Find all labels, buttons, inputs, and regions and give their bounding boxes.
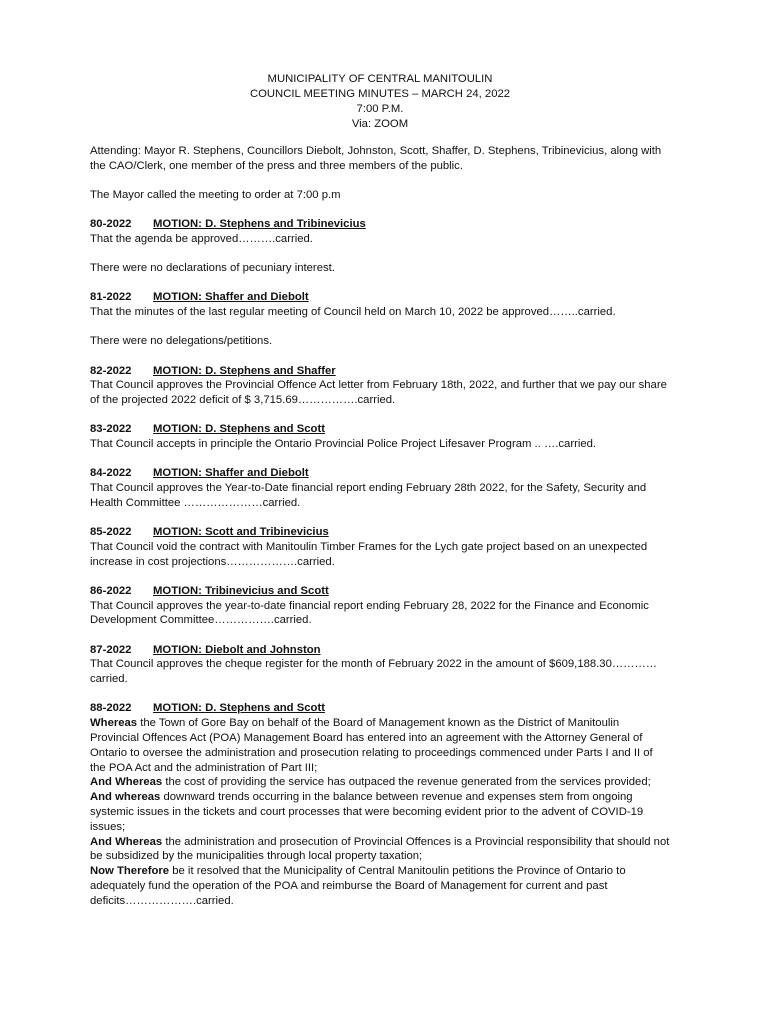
motion-84 (90, 466, 670, 510)
motion-heading (90, 217, 670, 232)
motion-text: That the minutes of the last regular meeting of Council held on March 10, 2022 be approved……..carried. (90, 306, 616, 319)
motion-number: 88-2022 (90, 702, 132, 715)
motion-heading (90, 364, 670, 379)
attending-paragraph: Attending: Mayor R. Stephens, Councillors Diebolt, Johnston, Scott, Shaffer, D. Stephens, Tribinevicius, along with the CAO/Clerk, one member of the press and three members of the public. (90, 145, 662, 172)
motion-number: 83-2022 (90, 423, 132, 436)
resolution-clause (90, 835, 670, 865)
clause-text: downward trends occurring in the balance between revenue and expenses stem from ongoing systemic issues in the tickets and court processes that were becoming evident prior to the advent of COVID-19 issues; (90, 791, 644, 833)
clause-text: the cost of providing the service has outpaced the revenue generated from the services provided; (162, 776, 651, 789)
motion-82 (90, 364, 670, 408)
resolution-clause (90, 864, 670, 908)
motion-88 (90, 701, 670, 908)
resolution-clause (90, 790, 670, 834)
resolution-clause (90, 775, 670, 790)
motion-heading (90, 525, 670, 540)
meeting-time: 7:00 P.M. (356, 103, 404, 115)
motion-number: 81-2022 (90, 291, 132, 304)
clause-text: the Town of Gore Bay on behalf of the Board of Management known as the District of Manitoulin Provincial Offences Act (POA) Management Board has entered into an agreement with the Attorney General of Ontario to oversee the administration and prosecution relating to proceedings commenced under Parts I and II of the POA Act and the administration of Part III; (90, 717, 653, 774)
motion-text: That Council approves the Provincial Offence Act letter from February 18th, 2022, and further that we pay our share of the projected 2022 deficit of $ 3,715.69…………….carried. (90, 379, 667, 407)
motion-title: MOTION: Shaffer and Diebolt (153, 291, 309, 304)
clause-keyword: And whereas (90, 791, 161, 804)
motion-heading (90, 643, 670, 658)
motion-83 (90, 422, 670, 452)
motion-number: 86-2022 (90, 584, 132, 597)
motion-number: 87-2022 (90, 643, 132, 656)
meeting-venue: Via: ZOOM (351, 118, 409, 130)
motion-number: 84-2022 (90, 467, 132, 480)
resolution-clause (90, 716, 670, 775)
motion-87 (90, 643, 670, 687)
municipality-title: MUNICIPALITY OF CENTRAL MANITOULIN (267, 73, 493, 85)
clause-text: the administration and prosecution of Provincial Offences is a Provincial responsibility that should not be subsidized by the municipalities through local property taxation; (90, 835, 670, 863)
motion-text: That the agenda be approved……….carried. (90, 232, 313, 245)
motion-title: MOTION: D. Stephens and Tribinevicius (153, 218, 366, 231)
motion-heading (90, 701, 670, 716)
clause-keyword: Now Therefore (90, 865, 170, 878)
motion-number: 85-2022 (90, 526, 132, 539)
clause-keyword: Whereas (90, 717, 138, 730)
motion-text: That Council approves the year-to-date financial report ending February 28, 2022 for the Finance and Economic Development Committee…………….carried. (90, 599, 649, 627)
motion-text: That Council accepts in principle the Ontario Provincial Police Project Lifesaver Program .. ….carried. (90, 438, 597, 451)
motion-85 (90, 525, 670, 569)
pecuniary-note: There were no declarations of pecuniary interest. (90, 262, 335, 275)
clause-text: be it resolved that the Municipality of Central Manitoulin petitions the Province of Ontario to adequately fund the operation of the POA and reimburse the Board of Management for current and past deficits……………….carried. (90, 865, 626, 907)
motion-title: MOTION: D. Stephens and Scott (153, 702, 325, 715)
motion-text: That Council approves the cheque register for the month of February 2022 in the amount of $609,188.30…………carried. (90, 658, 658, 686)
motion-text: That Council approves the Year-to-Date financial report ending February 28th 2022, for the Safety, Security and Health Committee …………………carried. (90, 482, 647, 509)
motion-heading (90, 584, 670, 599)
document-header (90, 72, 670, 132)
clause-keyword: And Whereas (90, 835, 163, 848)
motion-title: MOTION: D. Stephens and Shaffer (153, 364, 336, 377)
clause-keyword: And Whereas (90, 776, 163, 789)
motion-title: MOTION: Tribinevicius and Scott (153, 584, 329, 597)
delegations-note: There were no delegations/petitions. (90, 335, 273, 348)
motion-title: MOTION: Shaffer and Diebolt (153, 467, 309, 480)
motion-80 (90, 217, 670, 247)
motion-title: MOTION: D. Stephens and Scott (153, 423, 325, 436)
meeting-title: COUNCIL MEETING MINUTES – MARCH 24, 2022 (249, 88, 511, 100)
motion-heading (90, 422, 670, 437)
call-to-order: The Mayor called the meeting to order at 7:00 p.m (90, 188, 341, 201)
motion-title: MOTION: Scott and Tribinevicius (153, 526, 329, 539)
motion-81 (90, 290, 670, 320)
motion-number: 82-2022 (90, 364, 132, 377)
motion-number: 80-2022 (90, 218, 132, 231)
motion-heading (90, 290, 670, 305)
motion-heading (90, 466, 670, 481)
motion-title: MOTION: Diebolt and Johnston (153, 643, 321, 656)
motion-text: That Council void the contract with Manitoulin Timber Frames for the Lych gate project based on an unexpected increase in cost projections……………….carried. (90, 540, 648, 568)
motion-86 (90, 584, 670, 628)
